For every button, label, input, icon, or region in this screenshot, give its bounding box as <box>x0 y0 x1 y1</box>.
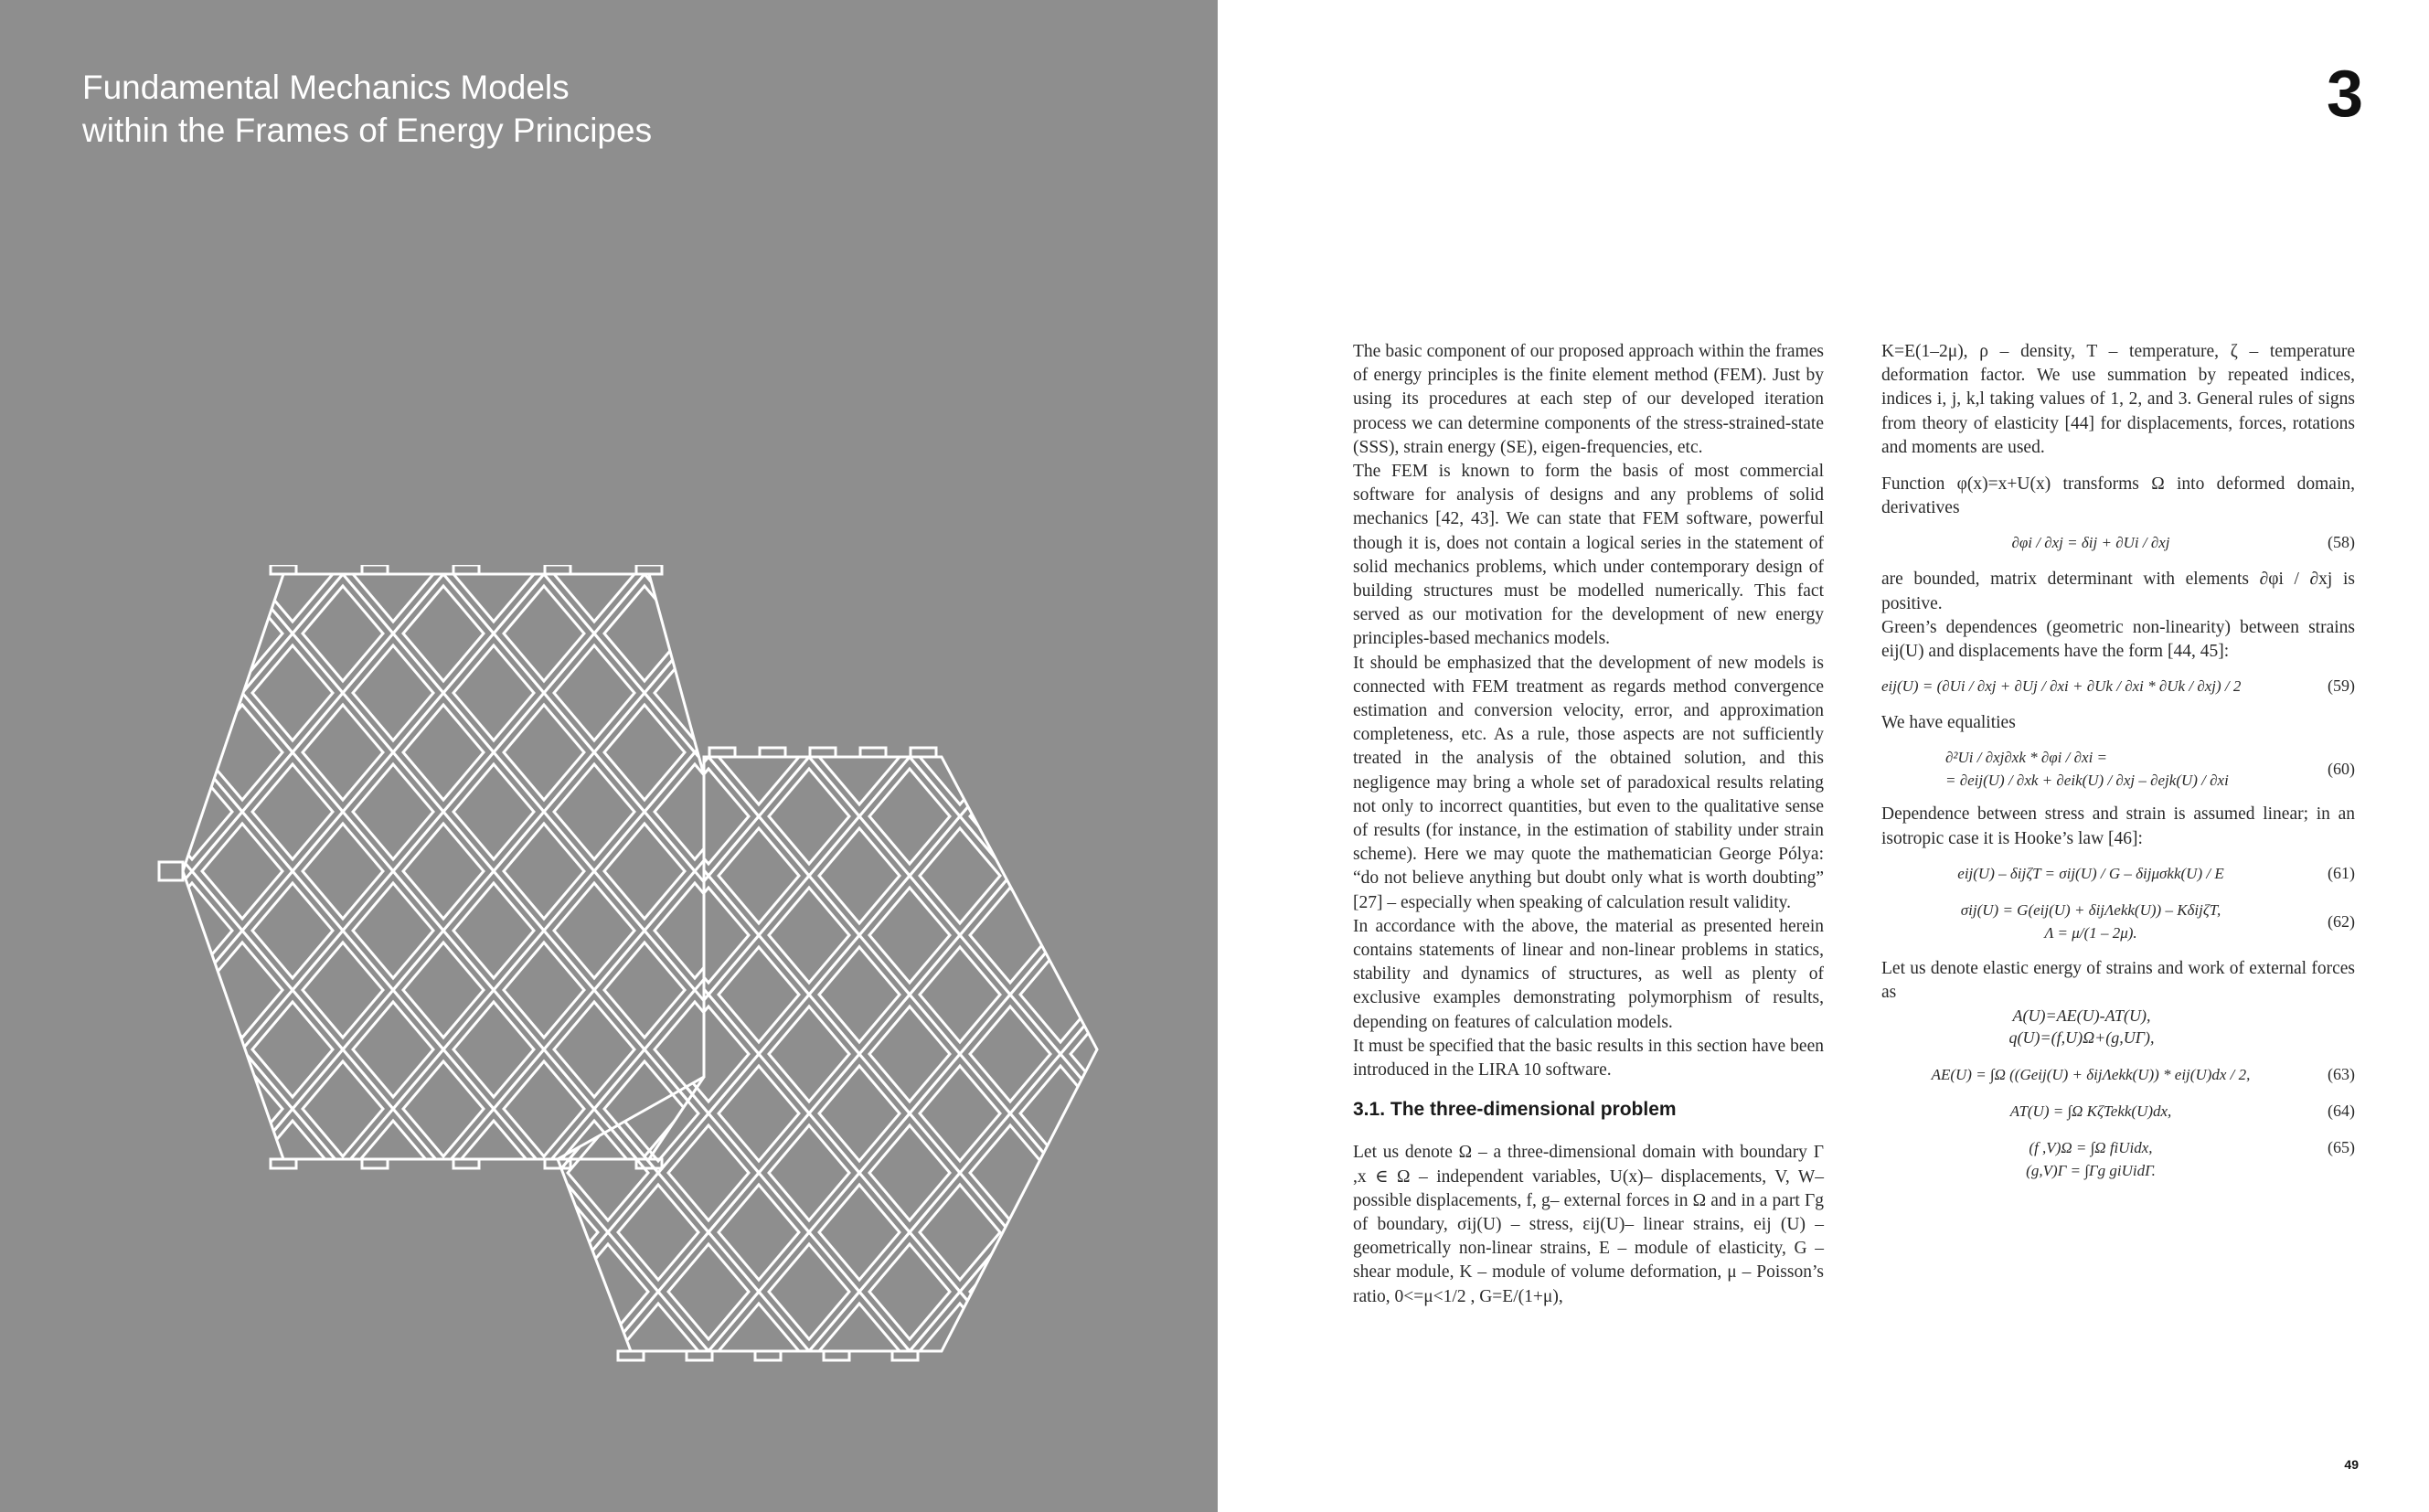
lattice-cell <box>594 693 695 812</box>
lattice-cell <box>970 1125 1050 1220</box>
lattice-cell <box>960 1351 1060 1369</box>
lattice-cell <box>769 1125 849 1220</box>
lattice-cell <box>618 1185 698 1280</box>
equation-number: (62) <box>2328 911 2355 931</box>
equation-60 <box>1881 746 2355 792</box>
lattice-cell <box>708 1054 809 1173</box>
lattice-tab <box>810 748 836 757</box>
lattice-cell <box>343 1228 443 1347</box>
lattice-cell <box>1060 995 1106 1113</box>
text-column-left <box>1353 340 1824 1309</box>
lattice-cell <box>604 586 685 681</box>
lattice-tab <box>892 1351 918 1360</box>
lattice-cell <box>494 1287 594 1369</box>
lattice-cell <box>202 824 282 919</box>
equation-63 <box>1881 1063 2355 1089</box>
equation-line-1: σij(U) = G(eij(U) + δijΛekk(U)) – KδijζT, <box>1960 900 2221 919</box>
lattice-cell <box>655 645 735 740</box>
lattice-cell <box>769 1006 849 1102</box>
lattice-cell <box>504 1061 584 1156</box>
lattice-cell <box>343 990 443 1109</box>
lattice-cell <box>1020 828 1101 923</box>
lattice-cell <box>970 1006 1050 1102</box>
lattice-cell <box>343 752 443 871</box>
lattice-cell <box>554 764 634 859</box>
lattice-cell <box>192 693 293 812</box>
lattice-cell <box>443 1228 544 1347</box>
equation-59 <box>1881 675 2355 700</box>
lattice-tab <box>709 748 735 757</box>
chapter-title-line-2: within the Frames of Energy Principes <box>82 112 653 149</box>
lattice-tab <box>362 1159 388 1168</box>
lattice-cell <box>155 764 232 859</box>
lattice-cell <box>293 693 393 812</box>
chapter-title-line-1: Fundamental Mechanics Models <box>82 69 570 106</box>
lattice-cell <box>869 1006 950 1102</box>
lattice-outline <box>558 757 1097 1351</box>
lattice-cell <box>1010 1054 1106 1173</box>
lattice-cell <box>155 1228 242 1347</box>
lattice-cell <box>869 1363 950 1369</box>
lattice-cell <box>507 1292 608 1369</box>
lattice-cell <box>293 812 393 931</box>
equation-number: (65) <box>2328 1138 2355 1157</box>
lattice-cell <box>554 645 634 740</box>
lattice-cell <box>453 1002 534 1097</box>
paragraph: Green’s dependences (geometric non-linearity) between strains eij(U) and displacements have the form [44, 45]: <box>1881 617 2355 662</box>
lattice-cell <box>353 1240 433 1335</box>
equation-number: (59) <box>2328 676 2355 696</box>
lattice-cell <box>1020 709 1101 804</box>
lattice-cell <box>403 1061 484 1156</box>
lattice-cell <box>1020 1066 1101 1161</box>
lattice-cell <box>353 645 433 740</box>
lattice-cell <box>155 883 232 978</box>
lattice-cell <box>192 1049 293 1168</box>
lattice-cell <box>809 1173 910 1292</box>
lattice-cell <box>202 1061 282 1156</box>
lattice-cell <box>1020 947 1101 1042</box>
page-number: 49 <box>2344 1457 2359 1472</box>
lattice-tab <box>453 565 479 574</box>
lattice-cell <box>708 816 809 935</box>
lattice-cell <box>910 935 1010 1054</box>
lattice-cell <box>668 1244 749 1339</box>
paragraph: Let us denote Ω – a three-dimensional domain with boundary Γ ,x ∈ Ω – independent variables, U(x)– displacements, V, W– possible displacements, f, g– external forces in Ω and in a part Γg of boundary, σij(U) – stress, εij(U)– linear strains, eij (U) – geometrically non-linear strains, E – module of elasticity, G – shear module, K – module of volume deformation, μ – Poisson’s ratio, 0<=μ<1/2 , G=E/(1+μ), <box>1353 1143 1824 1306</box>
lattice-cell <box>202 586 282 681</box>
lattice-structure-illustration <box>155 565 1106 1369</box>
lattice-cell <box>155 1002 232 1097</box>
lattice-cell <box>1060 876 1106 995</box>
lattice-cell <box>242 752 343 871</box>
lattice-cell <box>494 812 594 931</box>
lattice-cell <box>594 574 695 693</box>
lattice-cell <box>1071 1006 1106 1102</box>
lattice-cell <box>202 1299 282 1369</box>
lattice-cell <box>910 1054 1010 1173</box>
lattice-cell <box>303 1061 383 1156</box>
paragraph: The basic component of our proposed approach within the frames of energy principles is the finite element method (FEM). Just by using its procedures at each step of our developed iteration process we can determine components of the stress-strained-state (SSS), strain energy (SE), eigen-frequencies, etc. <box>1353 342 1824 457</box>
lattice-cell <box>809 935 910 1054</box>
lattice-tab <box>860 748 886 757</box>
lattice-cell <box>353 883 433 978</box>
lattice-cell <box>1060 757 1106 876</box>
lattice-tab <box>545 565 570 574</box>
lattice-cell <box>494 1049 594 1168</box>
lattice-cell <box>719 1066 799 1161</box>
lattice-cell <box>393 1049 494 1168</box>
lattice-cell <box>708 1173 809 1292</box>
equation-number: (58) <box>2328 533 2355 552</box>
lattice-cell <box>1060 1113 1106 1232</box>
lattice-cell <box>453 1240 534 1335</box>
lattice-cell <box>192 1287 293 1369</box>
lattice-cell <box>393 574 494 693</box>
lattice-cell <box>504 942 584 1038</box>
lattice-cell <box>252 883 333 978</box>
lattice-cell <box>819 828 900 923</box>
lattice-cell <box>594 812 695 931</box>
lattice-cell <box>594 931 695 1049</box>
lattice-cell <box>293 1168 393 1287</box>
lattice-cell <box>645 634 745 752</box>
lattice-cell <box>759 757 859 876</box>
lattice-cell <box>403 1299 484 1369</box>
lattice-cell <box>393 1168 494 1287</box>
lattice-cell <box>504 824 584 919</box>
lattice-cell <box>960 757 1060 876</box>
lattice-cell <box>554 1002 634 1097</box>
lattice-cell <box>658 1232 759 1351</box>
lattice-cell <box>242 871 343 990</box>
lattice-cell <box>393 812 494 931</box>
lattice-cell <box>809 1054 910 1173</box>
lattice-cell <box>655 565 735 622</box>
lattice-cell <box>970 769 1050 864</box>
lattice-cell <box>608 1173 708 1292</box>
lattice-cell <box>303 1299 383 1369</box>
lattice-cell <box>343 1109 443 1228</box>
lattice-cell <box>252 645 333 740</box>
lattice-cell <box>494 574 594 693</box>
lattice-cell <box>544 990 645 1109</box>
lattice-cell <box>604 824 685 919</box>
lattice-cell <box>960 876 1060 995</box>
equation-62 <box>1881 899 2355 944</box>
equation-58 <box>1881 531 2355 557</box>
lattice-cell <box>970 1363 1050 1369</box>
lattice-cell <box>859 757 960 876</box>
lattice-cell <box>155 1121 232 1216</box>
lattice-cell <box>960 1113 1060 1232</box>
lattice-tab <box>687 1351 712 1360</box>
lattice-tab <box>755 1351 781 1360</box>
equation-61 <box>1881 862 2355 888</box>
lattice-cell <box>819 947 900 1042</box>
lattice-cell <box>920 1066 1000 1161</box>
work-definition: q(U)=(f,U)Ω+(g,UΓ), <box>2008 1028 2155 1048</box>
lattice-tab <box>362 565 388 574</box>
equation-expression: AT(U) = ∫Ω KζTekk(U)dx, <box>2009 1102 2172 1121</box>
lattice-cell <box>960 1232 1060 1351</box>
lattice-cell <box>719 828 799 923</box>
equation-number: (63) <box>2328 1065 2355 1084</box>
lattice-cell <box>819 1185 900 1280</box>
lattice-cell <box>155 1109 242 1228</box>
equation-expression: ∂φi / ∂xj = δij + ∂Ui / ∂xj <box>2011 534 2170 552</box>
lattice-cell <box>453 883 534 978</box>
lattice-cell <box>155 565 242 634</box>
paragraph: Dependence between stress and strain is assumed linear; in an isotropic case it is Hooke’s law [46]: <box>1881 804 2355 848</box>
lattice-cell <box>708 935 809 1054</box>
lattice-cell <box>453 645 534 740</box>
lattice-cell <box>920 947 1000 1042</box>
lattice-cell <box>769 1244 849 1339</box>
equation-line-1: ∂²Ui / ∂xj∂xk * ∂φi / ∂xi = <box>1945 749 2108 767</box>
lattice-cell <box>859 1232 960 1351</box>
equation-line-2: Λ = μ/(1 – 2μ). <box>2044 923 2137 942</box>
lattice-cell <box>668 1363 749 1369</box>
lattice-cell <box>343 634 443 752</box>
paragraph: It should be emphasized that the development of new models is connected with FEM treatment as regards method convergence estimation and conversion velocity, error, and approximation completeness, etc. As a rule, those aspects are not sufficiently treated in the analysis of the obtained solution, and this negligence may bring a whole set of paradoxical results relating not only to incorrect quantities, but even to the qualitative sense of results (for instance, in the estimation of stability under strain scheme). Here we may quote the mathematician George Pólya: “do not believe anything but doubt only what is worth doubting” [27] – especially when speaking of calculation result validity. <box>1353 653 1824 912</box>
lattice-cell <box>1071 1125 1106 1220</box>
lattice-cell <box>504 1299 584 1369</box>
paragraph: Function φ(x)=x+U(x) transforms Ω into deformed domain, derivatives <box>1881 474 2355 518</box>
lattice-tab <box>271 565 296 574</box>
lattice-cell <box>809 816 910 935</box>
lattice-cell <box>393 1287 494 1369</box>
lattice-tab <box>824 1351 849 1360</box>
lattice-cell <box>453 764 534 859</box>
lattice-cell <box>242 990 343 1109</box>
lattice-cell <box>403 824 484 919</box>
lattice-cell <box>192 1168 293 1287</box>
equation-number: (60) <box>2328 760 2355 779</box>
lattice-cell <box>759 1113 859 1232</box>
lattice-cell <box>343 871 443 990</box>
lattice-cell <box>252 764 333 859</box>
lattice-cell <box>869 769 950 864</box>
lattice-cell <box>869 1125 950 1220</box>
lattice-cell <box>759 995 859 1113</box>
lattice-cell <box>759 1232 859 1351</box>
lattice-cell <box>303 586 383 681</box>
lattice-cell <box>544 634 645 752</box>
lattice-cell <box>303 824 383 919</box>
lattice-cell <box>353 1002 433 1097</box>
lattice-cell <box>155 871 242 990</box>
lattice-cell <box>1010 816 1106 935</box>
lattice-tab <box>618 1351 644 1360</box>
lattice-cell <box>544 871 645 990</box>
lattice-cell <box>1071 1244 1106 1339</box>
equation-line-2: (g,V)Γ = ∫Γg giUidΓ. <box>2026 1162 2156 1180</box>
lattice-cell <box>544 752 645 871</box>
lattice-tab <box>636 565 662 574</box>
lattice-cell <box>202 1180 282 1275</box>
lattice-cell <box>1010 935 1106 1054</box>
lattice-cell <box>517 1304 598 1369</box>
paragraph: Let us denote elastic energy of strains and work of external forces as <box>1881 958 2355 1003</box>
lattice-cell <box>920 1185 1000 1280</box>
lattice-cell <box>252 1002 333 1097</box>
equation-number: (61) <box>2328 863 2355 882</box>
lattice-cell <box>859 995 960 1113</box>
paragraph: The FEM is known to form the basis of most commercial software for analysis of designs and any problems of solid mechanics [42, 43]. We can state that FEM software, powerful though it is, does not contain a logical series in the statement of solid mechanics problems, which under contemporary design of building structures must be modelled numerically. This fact served as our motivation for the development of new energy principles-based mechanics models. <box>1353 462 1824 649</box>
lattice-cell <box>155 752 242 871</box>
lattice-cell <box>970 888 1050 983</box>
lattice-cell <box>859 876 960 995</box>
lattice-cell <box>759 876 859 995</box>
text-column-right <box>1881 340 2355 1193</box>
lattice-cell <box>719 947 799 1042</box>
equation-line-2: = ∂eij(U) / ∂xk + ∂eik(U) / ∂xj – ∂ejk(U) / ∂xi <box>1945 772 2229 790</box>
lattice-cell <box>403 1180 484 1275</box>
equation-64 <box>1881 1100 2355 1125</box>
lattice-cell <box>1071 888 1106 983</box>
lattice-cell <box>859 1113 960 1232</box>
lattice-cell <box>658 1113 759 1232</box>
lattice-cell <box>192 812 293 931</box>
lattice-cell <box>819 1066 900 1161</box>
lattice-cell <box>568 1363 648 1369</box>
lattice-tab <box>760 748 785 757</box>
lattice-cell <box>293 1287 393 1369</box>
lattice-cell <box>910 816 1010 935</box>
energy-definition: A(U)=AE(U)-AT(U), <box>2012 1006 2151 1026</box>
lattice-cell <box>202 705 282 800</box>
section-heading: 3.1. The three-dimensional problem <box>1353 1099 1677 1121</box>
lattice-cell <box>303 942 383 1038</box>
lattice-cell <box>303 705 383 800</box>
lattice-cell <box>443 634 544 752</box>
paragraph: K=E(1–2μ), ρ – density, T – temperature, ζ – temperature deformation factor. We use summation by repeated indices, indices i, j, k,l taking values of 1, 2, and 3. General rules of signs from theory of elasticity [44] for displacements, forces, rotations and moments are used. <box>1881 342 2355 457</box>
lattice-cell <box>403 586 484 681</box>
lattice-tab <box>271 1159 296 1168</box>
lattice-cell <box>504 586 584 681</box>
lattice-cell <box>403 705 484 800</box>
lattice-cell <box>155 645 232 740</box>
lattice-cell <box>668 1125 749 1220</box>
lattice-cell <box>443 752 544 871</box>
lattice-cell <box>869 1244 950 1339</box>
paragraph: We have equalities <box>1881 713 2016 733</box>
lattice-cell <box>1020 1185 1101 1280</box>
lattice-cell <box>393 693 494 812</box>
lattice-cell <box>293 574 393 693</box>
lattice-cell <box>393 931 494 1049</box>
lattice-tab <box>453 1159 479 1168</box>
lattice-cell <box>910 1173 1010 1292</box>
equation-expression: eij(U) = (∂Ui / ∂xj + ∂Uj / ∂xi + ∂Uk / ∂xi * ∂Uk / ∂xj) / 2 <box>1881 677 2242 696</box>
equation-65 <box>1881 1136 2355 1182</box>
lattice-cell <box>155 565 232 622</box>
lattice-cell <box>242 1228 343 1347</box>
lattice-cell <box>252 1240 333 1335</box>
lattice-cell <box>1020 1304 1101 1369</box>
lattice-cell <box>769 769 849 864</box>
lattice-cell <box>293 931 393 1049</box>
lattice-cell <box>155 1240 232 1335</box>
lattice-cell <box>504 705 584 800</box>
lattice-cell <box>719 1185 799 1280</box>
lattice-cell <box>1060 1232 1106 1351</box>
lattice-cell <box>1071 1363 1106 1369</box>
lattice-cell <box>769 888 849 983</box>
lattice-cell <box>869 888 950 983</box>
lattice-cell <box>403 942 484 1038</box>
lattice-cell <box>443 990 544 1109</box>
lattice-cell <box>1060 1351 1106 1369</box>
chapter-number: 3 <box>2326 58 2363 131</box>
lattice-tab <box>911 748 936 757</box>
lattice-cell <box>494 693 594 812</box>
lattice-tab <box>159 862 183 880</box>
lattice-cell <box>494 931 594 1049</box>
chapter-title <box>82 66 652 152</box>
lattice-cell <box>192 931 293 1049</box>
paragraph: It must be specified that the basic results in this section have been introduced in the LIRA 10 software. <box>1353 1036 1824 1081</box>
lattice-cell <box>970 1244 1050 1339</box>
lattice-cell <box>293 1049 393 1168</box>
paragraph: are bounded, matrix determinant with elements ∂φi / ∂xj is positive. <box>1881 570 2355 613</box>
equation-number: (64) <box>2328 1102 2355 1121</box>
lattice-cell <box>554 883 634 978</box>
lattice-cell <box>1010 1292 1106 1369</box>
equation-expression: eij(U) – δijζT = σij(U) / G – δijμσkk(U) / E <box>1957 864 2224 882</box>
lattice-cell <box>604 705 685 800</box>
lattice-cell <box>1071 769 1106 864</box>
lattice-cell <box>353 764 433 859</box>
lattice-cell <box>960 995 1060 1113</box>
paragraph: In accordance with the above, the material as presented herein contains statements of linear and non-linear problems in statics, stability and dynamics of structures, as well as plenty of exclusive examples demonstrating polymorphism of results, depending on features of calculation models. <box>1353 916 1824 1032</box>
lattice-cell <box>303 1180 383 1275</box>
lattice-cell <box>443 871 544 990</box>
lattice-cell <box>1010 697 1106 816</box>
equation-line-1: (f ,V)Ω = ∫Ω fiUidx, <box>2029 1139 2153 1157</box>
lattice-cell <box>604 942 685 1038</box>
lattice-cell <box>769 1363 849 1369</box>
equation-expression: AE(U) = ∫Ω ((Geij(U) + δijΛekk(U)) * eij(U)dx / 2, <box>1931 1066 2251 1084</box>
lattice-cell <box>507 1173 608 1292</box>
